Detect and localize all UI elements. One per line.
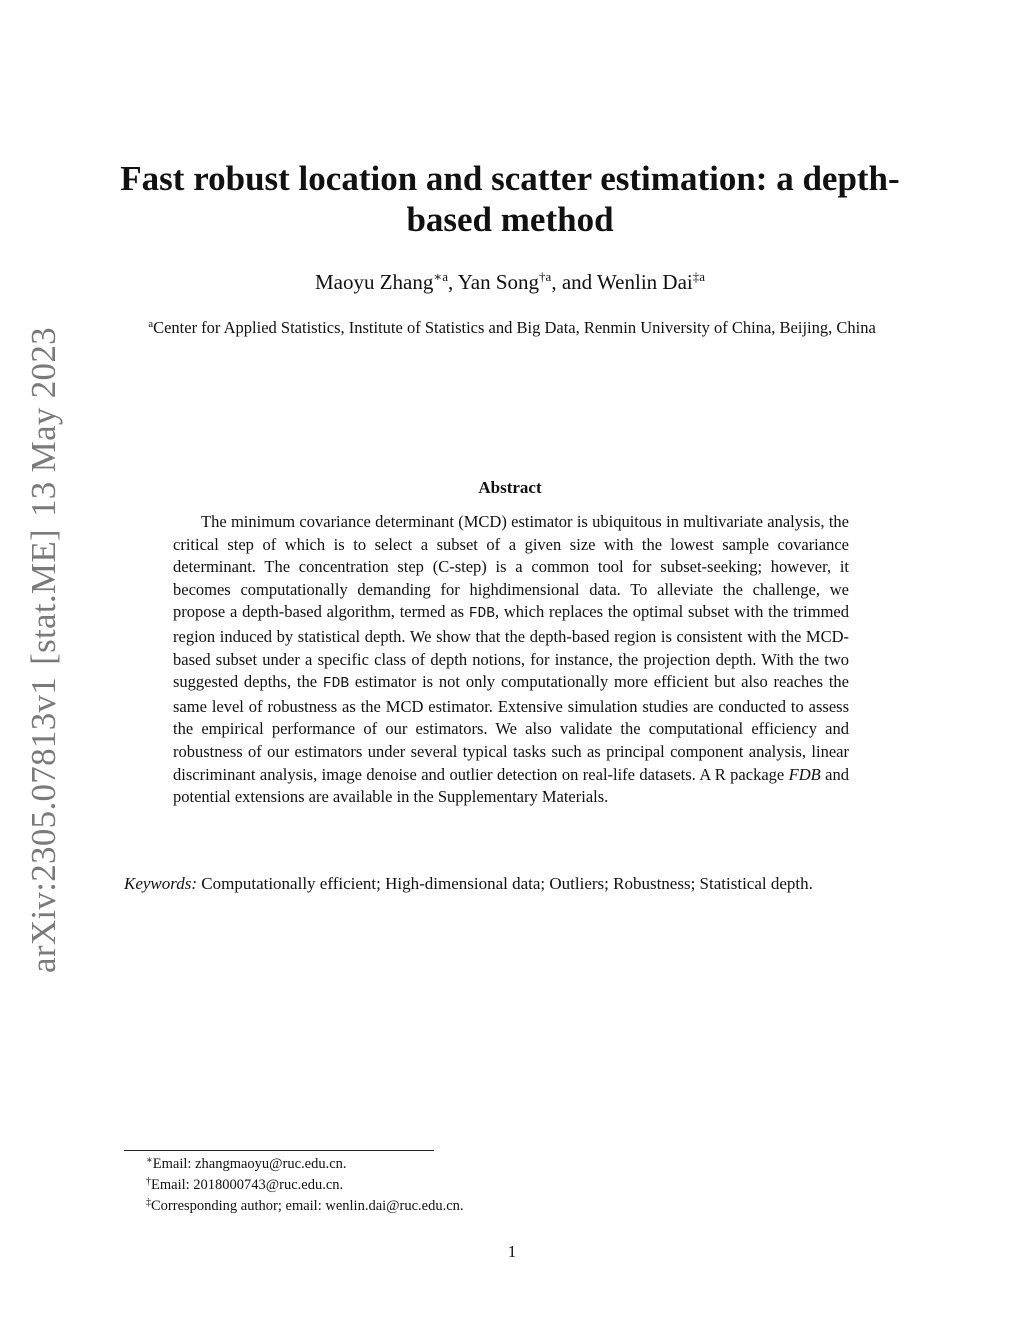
footnote <box>124 1175 724 1196</box>
footnote-text: Corresponding author; email: wenlin.dai@ruc.edu.cn. <box>151 1198 464 1214</box>
footnote <box>124 1154 724 1175</box>
affiliation-text: Center for Applied Statistics, Institute of Statistics and Big Data, Renmin University of China, Beijing, China <box>153 318 876 337</box>
abstract-code: FDB <box>468 606 495 623</box>
abstract-text: , which replaces the optimal subset with the trimmed region induced by statistical depth. We show that the depth-based region is consistent with the MCD-based subset under a specific class of depth notions, for instance, the projection depth. With the two suggested depths, the <box>173 602 849 692</box>
author-list <box>110 268 910 296</box>
affiliation <box>124 316 900 339</box>
author-name: Maoyu Zhang <box>314 270 434 294</box>
page-number: 1 <box>507 1242 517 1261</box>
abstract-body <box>173 511 849 809</box>
arxiv-side-stamp <box>24 321 64 979</box>
abstract-code: FDB <box>322 676 350 693</box>
footnote-mark: † <box>146 1176 151 1187</box>
abstract-package-name: FDB <box>788 764 821 784</box>
author-separator: , <box>447 270 458 294</box>
footnote-mark: ∗ <box>146 1155 153 1166</box>
keywords-label: Keywords: <box>124 874 198 893</box>
footnote-mark: ‡ <box>146 1197 151 1208</box>
footnote-rule <box>124 1150 434 1151</box>
abstract-heading: Abstract <box>478 478 542 497</box>
footnote <box>124 1196 724 1217</box>
abstract-text: The minimum covariance determinant (MCD) estimator is ubiquitous in multivariate analysis, the critical step of which is to select a subset of a given size with the lowest sample covariance determinant. The concentration step (C-step) is a common tool for subset-seeking; however, it becomes computationally demanding for highdimensional data. To alleviate the challenge, we propose a depth-based algorithm, termed as <box>173 512 849 622</box>
abstract-text: estimator is not only computationally more efficient but also reaches the same level of robustness as the MCD estimator. Extensive simulation studies are conducted to assess the empirical performance of our estimators. We also validate the computational efficiency and robustness of our estimators under several typical tasks such as principal component analysis, linear discriminant analysis, image denoise and outlier detection on real-life datasets. A R package <box>173 672 850 784</box>
author-name: Wenlin Dai <box>597 270 693 294</box>
footnotes <box>124 1154 724 1217</box>
author-separator: , and <box>551 270 598 294</box>
keywords <box>124 872 900 896</box>
author-name: Yan Song <box>457 270 540 294</box>
author-mark: ∗a <box>433 269 448 284</box>
author-mark: ‡a <box>692 269 706 284</box>
footnote-text: Email: zhangmaoyu@ruc.edu.cn. <box>152 1156 347 1172</box>
arxiv-id: arXiv:2305.07813v1 <box>24 676 63 973</box>
affiliation-mark: a <box>148 318 154 330</box>
arxiv-category: [stat.ME] <box>24 529 63 665</box>
paper-title: Fast robust location and scatter estimation: a depth-based method <box>120 159 900 239</box>
keywords-text: Computationally efficient; High-dimensional data; Outliers; Robustness; Statistical depth. <box>197 874 813 893</box>
author-mark: †a <box>539 269 552 284</box>
abstract-text: and potential extensions are available in the Supplementary Materials. <box>173 764 850 807</box>
arxiv-date: 13 May 2023 <box>24 327 63 518</box>
footnote-text: Email: 2018000743@ruc.edu.cn. <box>151 1177 344 1193</box>
